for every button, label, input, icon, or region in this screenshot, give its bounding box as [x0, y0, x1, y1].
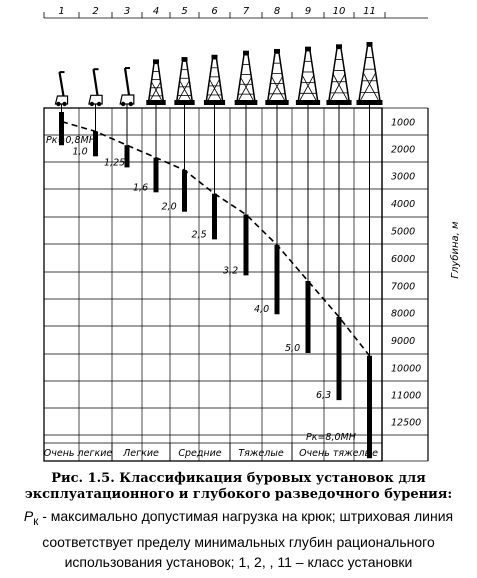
- caption-subscript: к: [33, 514, 39, 528]
- drilling-rig-icon: [296, 47, 320, 105]
- category-labels: [44, 443, 378, 461]
- crown-block: [336, 44, 342, 48]
- class-number-row: [44, 6, 428, 18]
- depth-tick-label: 2000: [391, 144, 416, 156]
- crown-block: [153, 59, 159, 63]
- hook-load-label: 2,0: [161, 201, 177, 213]
- depth-tick-label: 4000: [391, 199, 416, 210]
- class-number-label: 2: [92, 6, 99, 17]
- drilling-rig-icon: [55, 72, 67, 106]
- truck-wheel: [62, 102, 66, 106]
- derrick-cross: [359, 72, 381, 104]
- depth-tick-label: 7000: [391, 281, 416, 293]
- drilling-rig-icon: [146, 59, 165, 105]
- category-label: Очень легкие: [43, 448, 113, 459]
- depth-tick-label: 5000: [391, 226, 416, 238]
- derrick-legs: [148, 63, 163, 104]
- truck-wheel: [129, 102, 133, 106]
- caption-title-line2: эксплуатационного и глубокого разведочного бурения:: [24, 487, 453, 502]
- derrick-legs: [176, 61, 192, 104]
- depth-tick-label: 9000: [391, 336, 416, 347]
- depth-tick-label: 8000: [391, 308, 416, 320]
- class-number-label: 6: [211, 6, 218, 17]
- class-number-label: 9: [304, 6, 312, 17]
- depth-tick-label: 12500: [391, 417, 422, 429]
- figure-caption-body: [0, 506, 477, 572]
- class-number-label: 5: [181, 6, 188, 17]
- depth-tick-label: 1000: [391, 117, 416, 129]
- caption-body-text1: - максимально допустимая нагрузка на крюк; штриховая линия: [38, 508, 454, 524]
- caption-body-line3: использования установок; 1, 2, , 11 – класс установки: [64, 553, 413, 570]
- depth-tick-label: 10000: [391, 363, 422, 375]
- drilling-rig-icon: [120, 68, 134, 106]
- truck-wheel: [90, 102, 94, 106]
- class-number-label: 10: [332, 6, 346, 17]
- category-label: Очень тяжелые: [299, 448, 378, 459]
- derrick-legs: [298, 51, 318, 104]
- class-number-label: 11: [363, 6, 376, 17]
- caption-body-line1: [6, 506, 471, 532]
- mast: [94, 69, 98, 95]
- drilling-rig-icon: [326, 44, 351, 105]
- depth-axis-label: Глубина, м: [450, 221, 461, 279]
- depth-tick-label: 6000: [391, 254, 416, 265]
- truck-wheel: [97, 102, 101, 106]
- crown-block: [212, 55, 218, 59]
- category-label: Средние: [178, 448, 222, 459]
- class-number-label: 4: [152, 6, 160, 17]
- hook-load-label: 2,5: [191, 229, 207, 241]
- derrick-legs: [267, 53, 286, 104]
- category-label: Легкие: [123, 448, 159, 459]
- derrick-cross: [298, 75, 318, 104]
- crown-block: [182, 57, 188, 61]
- drilling-rig-icon: [89, 69, 102, 106]
- hook-load-label: 1,25: [104, 157, 126, 169]
- caption-symbol: Р: [23, 508, 34, 524]
- drilling-rig-icon: [235, 51, 258, 105]
- drilling-rig-icons: [55, 42, 382, 106]
- depth-tick-label: 3000: [391, 171, 416, 183]
- derrick-legs: [359, 46, 381, 104]
- truck-wheel: [121, 102, 125, 106]
- crown-block: [274, 49, 280, 53]
- category-label: Тяжелые: [238, 448, 284, 459]
- drilling-rig-icon: [174, 57, 194, 105]
- drilling-rig-icon: [265, 49, 288, 105]
- hook-load-label: 5,0: [285, 342, 301, 354]
- truck-wheel: [56, 102, 60, 106]
- mast: [60, 72, 64, 96]
- crown-block: [243, 51, 249, 55]
- hook-load-label: 1,6: [133, 182, 149, 194]
- class-number-label: 8: [273, 6, 281, 17]
- derrick-legs: [328, 48, 349, 104]
- depth-tick-labels: [391, 118, 421, 429]
- derrick-cross: [328, 73, 349, 104]
- crown-block: [305, 47, 311, 51]
- drilling-rig-icon: [204, 55, 225, 105]
- drilling-rig-icon: [357, 42, 383, 105]
- hook-load-label: 1,0: [72, 146, 88, 158]
- class-number-label: 7: [242, 6, 250, 17]
- hook-load-label: 6,3: [316, 390, 332, 402]
- hook-load-label: Рк=0,8МН: [46, 135, 96, 147]
- hook-load-label: 3,2: [223, 265, 239, 277]
- caption-body-line2: соответствует пределу минимальных глубин рационального: [42, 533, 435, 550]
- depth-tick-label: 11000: [391, 390, 422, 402]
- hook-load-label: 4,0: [254, 304, 270, 316]
- derrick-legs: [237, 55, 256, 104]
- crown-block: [367, 42, 373, 46]
- derrick-legs: [206, 59, 223, 104]
- class-number-label: 3: [123, 6, 131, 17]
- figure-caption-title: [0, 471, 477, 503]
- hook-load-label: Рк=8,0МН: [306, 432, 356, 443]
- mast: [125, 68, 129, 95]
- caption-title-line1: Рис. 1.5. Классификация буровых установок для: [51, 471, 426, 486]
- class-number-label: 1: [58, 6, 65, 17]
